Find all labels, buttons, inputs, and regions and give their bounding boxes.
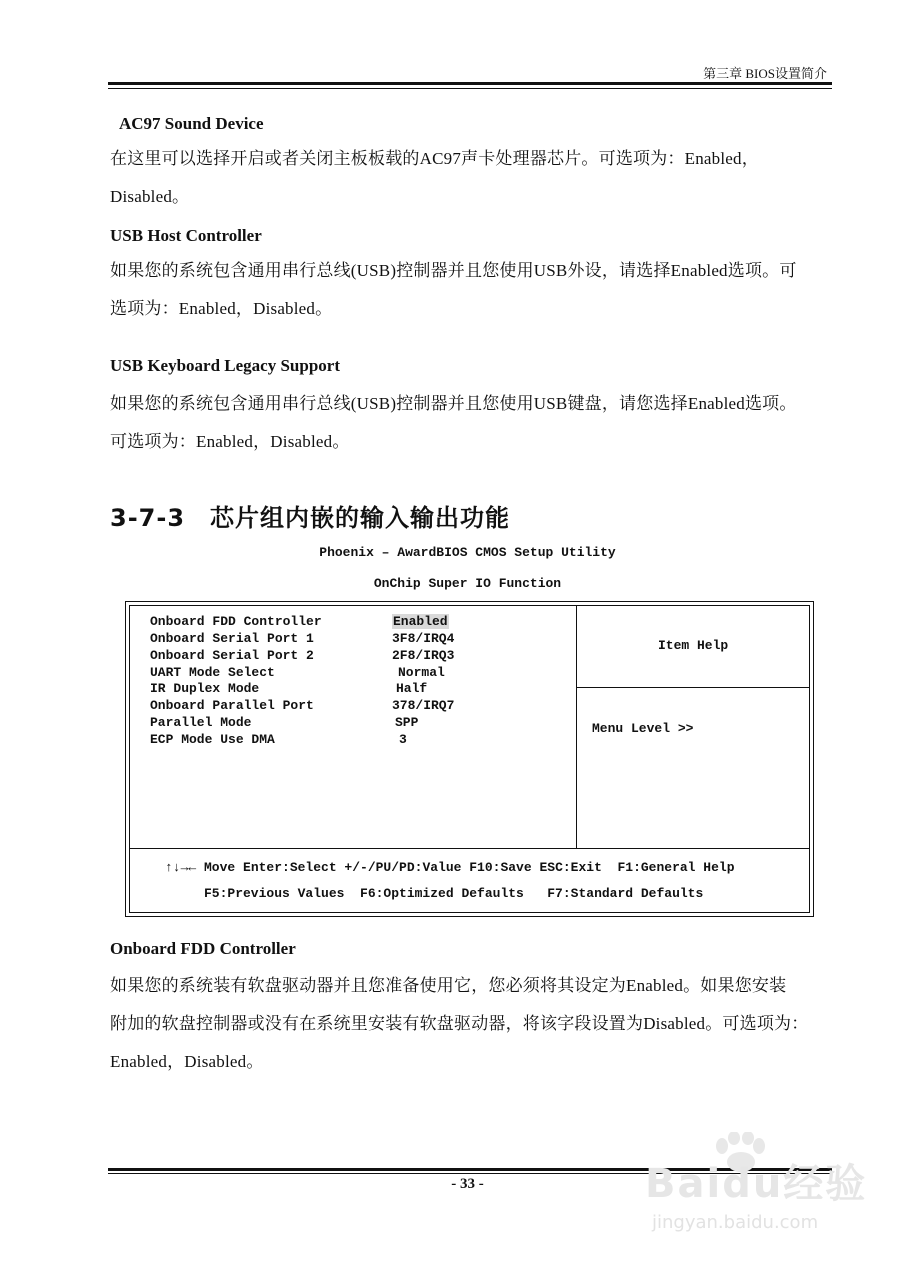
menu-level-label: Menu Level >>	[592, 721, 694, 736]
setting-value-parallel-mode[interactable]: SPP	[395, 715, 419, 730]
header-rule-thin	[108, 88, 832, 89]
ac97-line-2: Disabled。	[110, 187, 190, 206]
bios-title: Phoenix – AwardBIOS CMOS Setup Utility	[319, 545, 616, 560]
usb-host-heading: USB Host Controller	[110, 226, 262, 245]
setting-value-fdd[interactable]: Enabled	[393, 614, 448, 629]
usb-keyboard-line-2: 可选项为：Enabled，Disabled。	[110, 432, 350, 451]
setting-name-serial-2: Onboard Serial Port 2	[150, 648, 314, 663]
header-rule-thick	[108, 82, 832, 85]
bios-footer-divider	[129, 848, 809, 849]
setting-name-ecp-dma: ECP Mode Use DMA	[150, 732, 275, 747]
fdd-line-1: 如果您的系统装有软盘驱动器并且您准备使用它，您必须将其设定为Enabled。如果您安装	[110, 976, 787, 995]
usb-keyboard-heading: USB Keyboard Legacy Support	[110, 356, 340, 375]
fdd-line-3: Enabled，Disabled。	[110, 1052, 264, 1071]
ac97-heading: AC97 Sound Device	[119, 114, 264, 133]
setting-name-uart-mode: UART Mode Select	[150, 665, 275, 680]
bios-column-divider	[576, 605, 577, 848]
setting-name-serial-1: Onboard Serial Port 1	[150, 631, 314, 646]
setting-value-serial-2[interactable]: 2F8/IRQ3	[392, 648, 455, 663]
bios-help-divider	[577, 687, 809, 688]
usb-keyboard-line-1: 如果您的系统包含通用串行总线(USB)控制器并且您使用USB键盘，请您选择Enabled选项。	[110, 394, 797, 413]
section-title: 3-7-3 芯片组内嵌的输入输出功能	[110, 504, 511, 532]
fdd-heading: Onboard FDD Controller	[110, 939, 296, 958]
bios-keys-line-1: ↑↓→← Move Enter:Select +/-/PU/PD:Value F10:Save ESC:Exit F1:General Help	[165, 860, 735, 875]
setting-value-uart-mode[interactable]: Normal	[398, 665, 445, 680]
chapter-header: 第三章 BIOS设置简介	[703, 66, 827, 81]
bios-keys-line-2: F5:Previous Values F6:Optimized Defaults F7:Standard Defaults	[204, 886, 704, 901]
usb-host-line-2: 选项为：Enabled，Disabled。	[110, 299, 333, 318]
setting-value-serial-1[interactable]: 3F8/IRQ4	[392, 631, 455, 646]
ac97-line-1: 在这里可以选择开启或者关闭主板板载的AC97声卡处理器芯片。可选项为：Enabled，	[110, 149, 759, 168]
item-help-label: Item Help	[658, 638, 729, 653]
watermark-logo: Baidu经验	[645, 1161, 868, 1207]
watermark-url: jingyan.baidu.com	[652, 1212, 819, 1233]
page-number: - 33 -	[451, 1176, 484, 1192]
setting-value-ir-duplex[interactable]: Half	[396, 681, 428, 696]
bios-subtitle: OnChip Super IO Function	[373, 576, 562, 591]
usb-host-line-1: 如果您的系统包含通用串行总线(USB)控制器并且您使用USB外设，请选择Enabled选项。可	[110, 261, 797, 280]
setting-value-parallel-port[interactable]: 378/IRQ7	[392, 698, 455, 713]
setting-name-ir-duplex: IR Duplex Mode	[150, 681, 260, 696]
setting-name-parallel-port: Onboard Parallel Port	[150, 698, 314, 713]
setting-name-parallel-mode: Parallel Mode	[150, 715, 252, 730]
setting-name-fdd: Onboard FDD Controller	[150, 614, 322, 629]
setting-value-ecp-dma[interactable]: 3	[399, 732, 407, 747]
fdd-line-2: 附加的软盘控制器或没有在系统里安装有软盘驱动器，将该字段设置为Disabled。可选项为：	[110, 1014, 809, 1033]
